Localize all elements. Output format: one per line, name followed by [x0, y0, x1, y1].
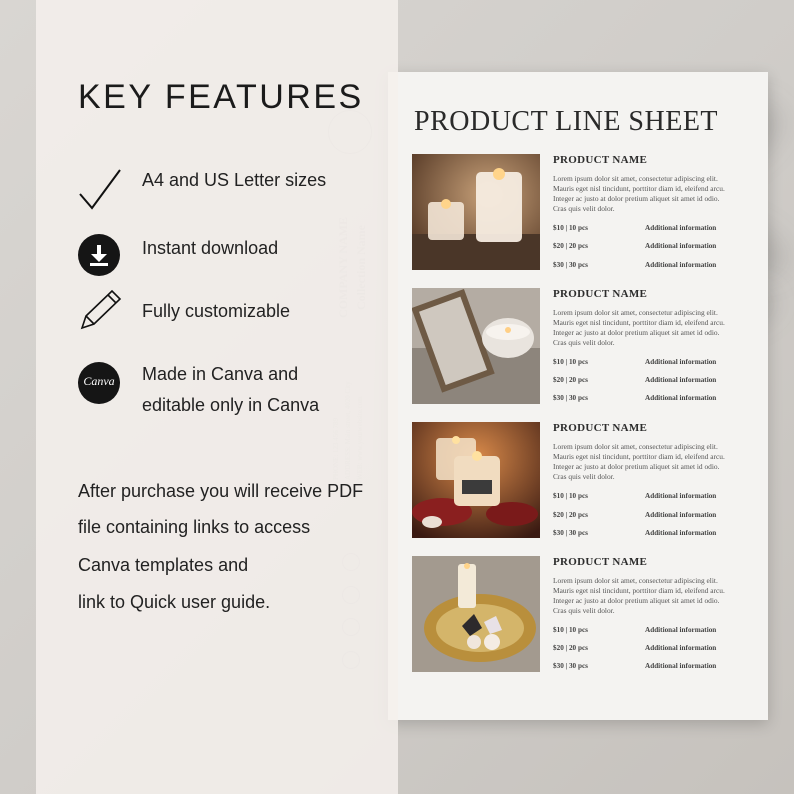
- feature-a4-letter: A4 and US Letter sizes: [142, 170, 327, 190]
- price-qty: $30 | 30 pcs: [553, 394, 588, 402]
- price-qty: $30 | 30 pcs: [553, 261, 588, 269]
- candle-on-tray-photo: [412, 288, 540, 404]
- purchase-info-line: link to Quick user guide.: [78, 592, 271, 612]
- product-card: [412, 154, 757, 272]
- purchase-info-line: After purchase you will receive PDF: [78, 481, 364, 501]
- feature-made-in-canva-line2: editable only in Canva: [142, 395, 320, 415]
- candles-with-petals-photo: [412, 422, 540, 538]
- price-qty: $30 | 30 pcs: [553, 529, 588, 537]
- price-qty: $30 | 30 pcs: [553, 662, 588, 670]
- price-row: [553, 511, 729, 521]
- product-name: PRODUCT NAME: [553, 154, 648, 166]
- price-row: [553, 358, 729, 368]
- price-info: Additional information: [645, 626, 717, 634]
- product-name: PRODUCT NAME: [553, 422, 648, 434]
- price-qty: $10 | 10 pcs: [553, 626, 588, 634]
- price-qty: $20 | 20 pcs: [553, 242, 588, 250]
- price-qty: $20 | 20 pcs: [553, 644, 588, 652]
- purchase-info-line: file containing links to access: [78, 517, 311, 537]
- price-info: Additional information: [645, 242, 717, 250]
- product-description: Lorem ipsum dolor sit amet, consectetur adipiscing elit. Mauris eget nisl tincidunt, porttitor diam id, eleifend arcu. Integer ac justo at dolor pretium aliquet sit amet id odio. Cras quis velit dolor.: [553, 576, 725, 615]
- product-name: PRODUCT NAME: [553, 288, 648, 300]
- feature-made-in-canva-line1: Made in Canva and: [142, 364, 299, 384]
- price-row: [553, 261, 729, 271]
- price-row: [553, 529, 729, 539]
- price-row: [553, 644, 729, 654]
- product-line-sheet: [388, 72, 768, 720]
- price-info: Additional information: [645, 376, 717, 384]
- price-row: [553, 224, 729, 234]
- product-name: PRODUCT NAME: [553, 556, 648, 568]
- feature-customizable: Fully customizable: [142, 301, 291, 321]
- product-description: Lorem ipsum dolor sit amet, consectetur adipiscing elit. Mauris eget nisl tincidunt, porttitor diam id, eleifend arcu. Integer ac justo at dolor pretium aliquet sit amet id odio. Cras quis velit dolor.: [553, 308, 725, 347]
- price-row: [553, 376, 729, 386]
- price-qty: $10 | 10 pcs: [553, 492, 588, 500]
- price-info: Additional information: [645, 511, 717, 519]
- price-qty: $20 | 20 pcs: [553, 376, 588, 384]
- price-info: Additional information: [645, 662, 717, 670]
- price-qty: $20 | 20 pcs: [553, 511, 588, 519]
- price-row: [553, 492, 729, 502]
- price-info: Additional information: [645, 358, 717, 366]
- checkmark-icon: [78, 168, 122, 212]
- purchase-info-line: Canva templates and: [78, 555, 249, 575]
- price-info: Additional information: [645, 261, 717, 269]
- product-card: [412, 288, 757, 406]
- price-row: [553, 242, 729, 252]
- price-info: Additional information: [645, 394, 717, 402]
- key-features-heading: KEY FEATURES: [78, 78, 364, 116]
- price-qty: $10 | 10 pcs: [553, 224, 588, 232]
- candles-on-table-photo: [412, 154, 540, 270]
- sheet-title: PRODUCT LINE SHEET: [414, 106, 719, 137]
- feature-instant-download: Instant download: [142, 238, 279, 258]
- product-card: [412, 556, 757, 674]
- price-row: [553, 662, 729, 672]
- canva-logo: [78, 362, 120, 404]
- download-icon: [78, 234, 120, 276]
- price-info: Additional information: [645, 644, 717, 652]
- price-qty: $10 | 10 pcs: [553, 358, 588, 366]
- pencil-icon: [78, 288, 122, 332]
- candle-with-crystals-photo: [412, 556, 540, 672]
- price-info: Additional information: [645, 529, 717, 537]
- price-row: [553, 394, 729, 404]
- price-info: Additional information: [645, 224, 717, 232]
- product-card: [412, 422, 757, 540]
- product-description: Lorem ipsum dolor sit amet, consectetur adipiscing elit. Mauris eget nisl tincidunt, porttitor diam id, eleifend arcu. Integer ac justo at dolor pretium aliquet sit amet id odio. Cras quis velit dolor.: [553, 174, 725, 213]
- product-description: Lorem ipsum dolor sit amet, consectetur adipiscing elit. Mauris eget nisl tincidunt, porttitor diam id, eleifend arcu. Integer ac justo at dolor pretium aliquet sit amet id odio. Cras quis velit dolor.: [553, 442, 725, 481]
- price-info: Additional information: [645, 492, 717, 500]
- canva-logo-text: Canva: [83, 374, 115, 388]
- price-row: [553, 626, 729, 636]
